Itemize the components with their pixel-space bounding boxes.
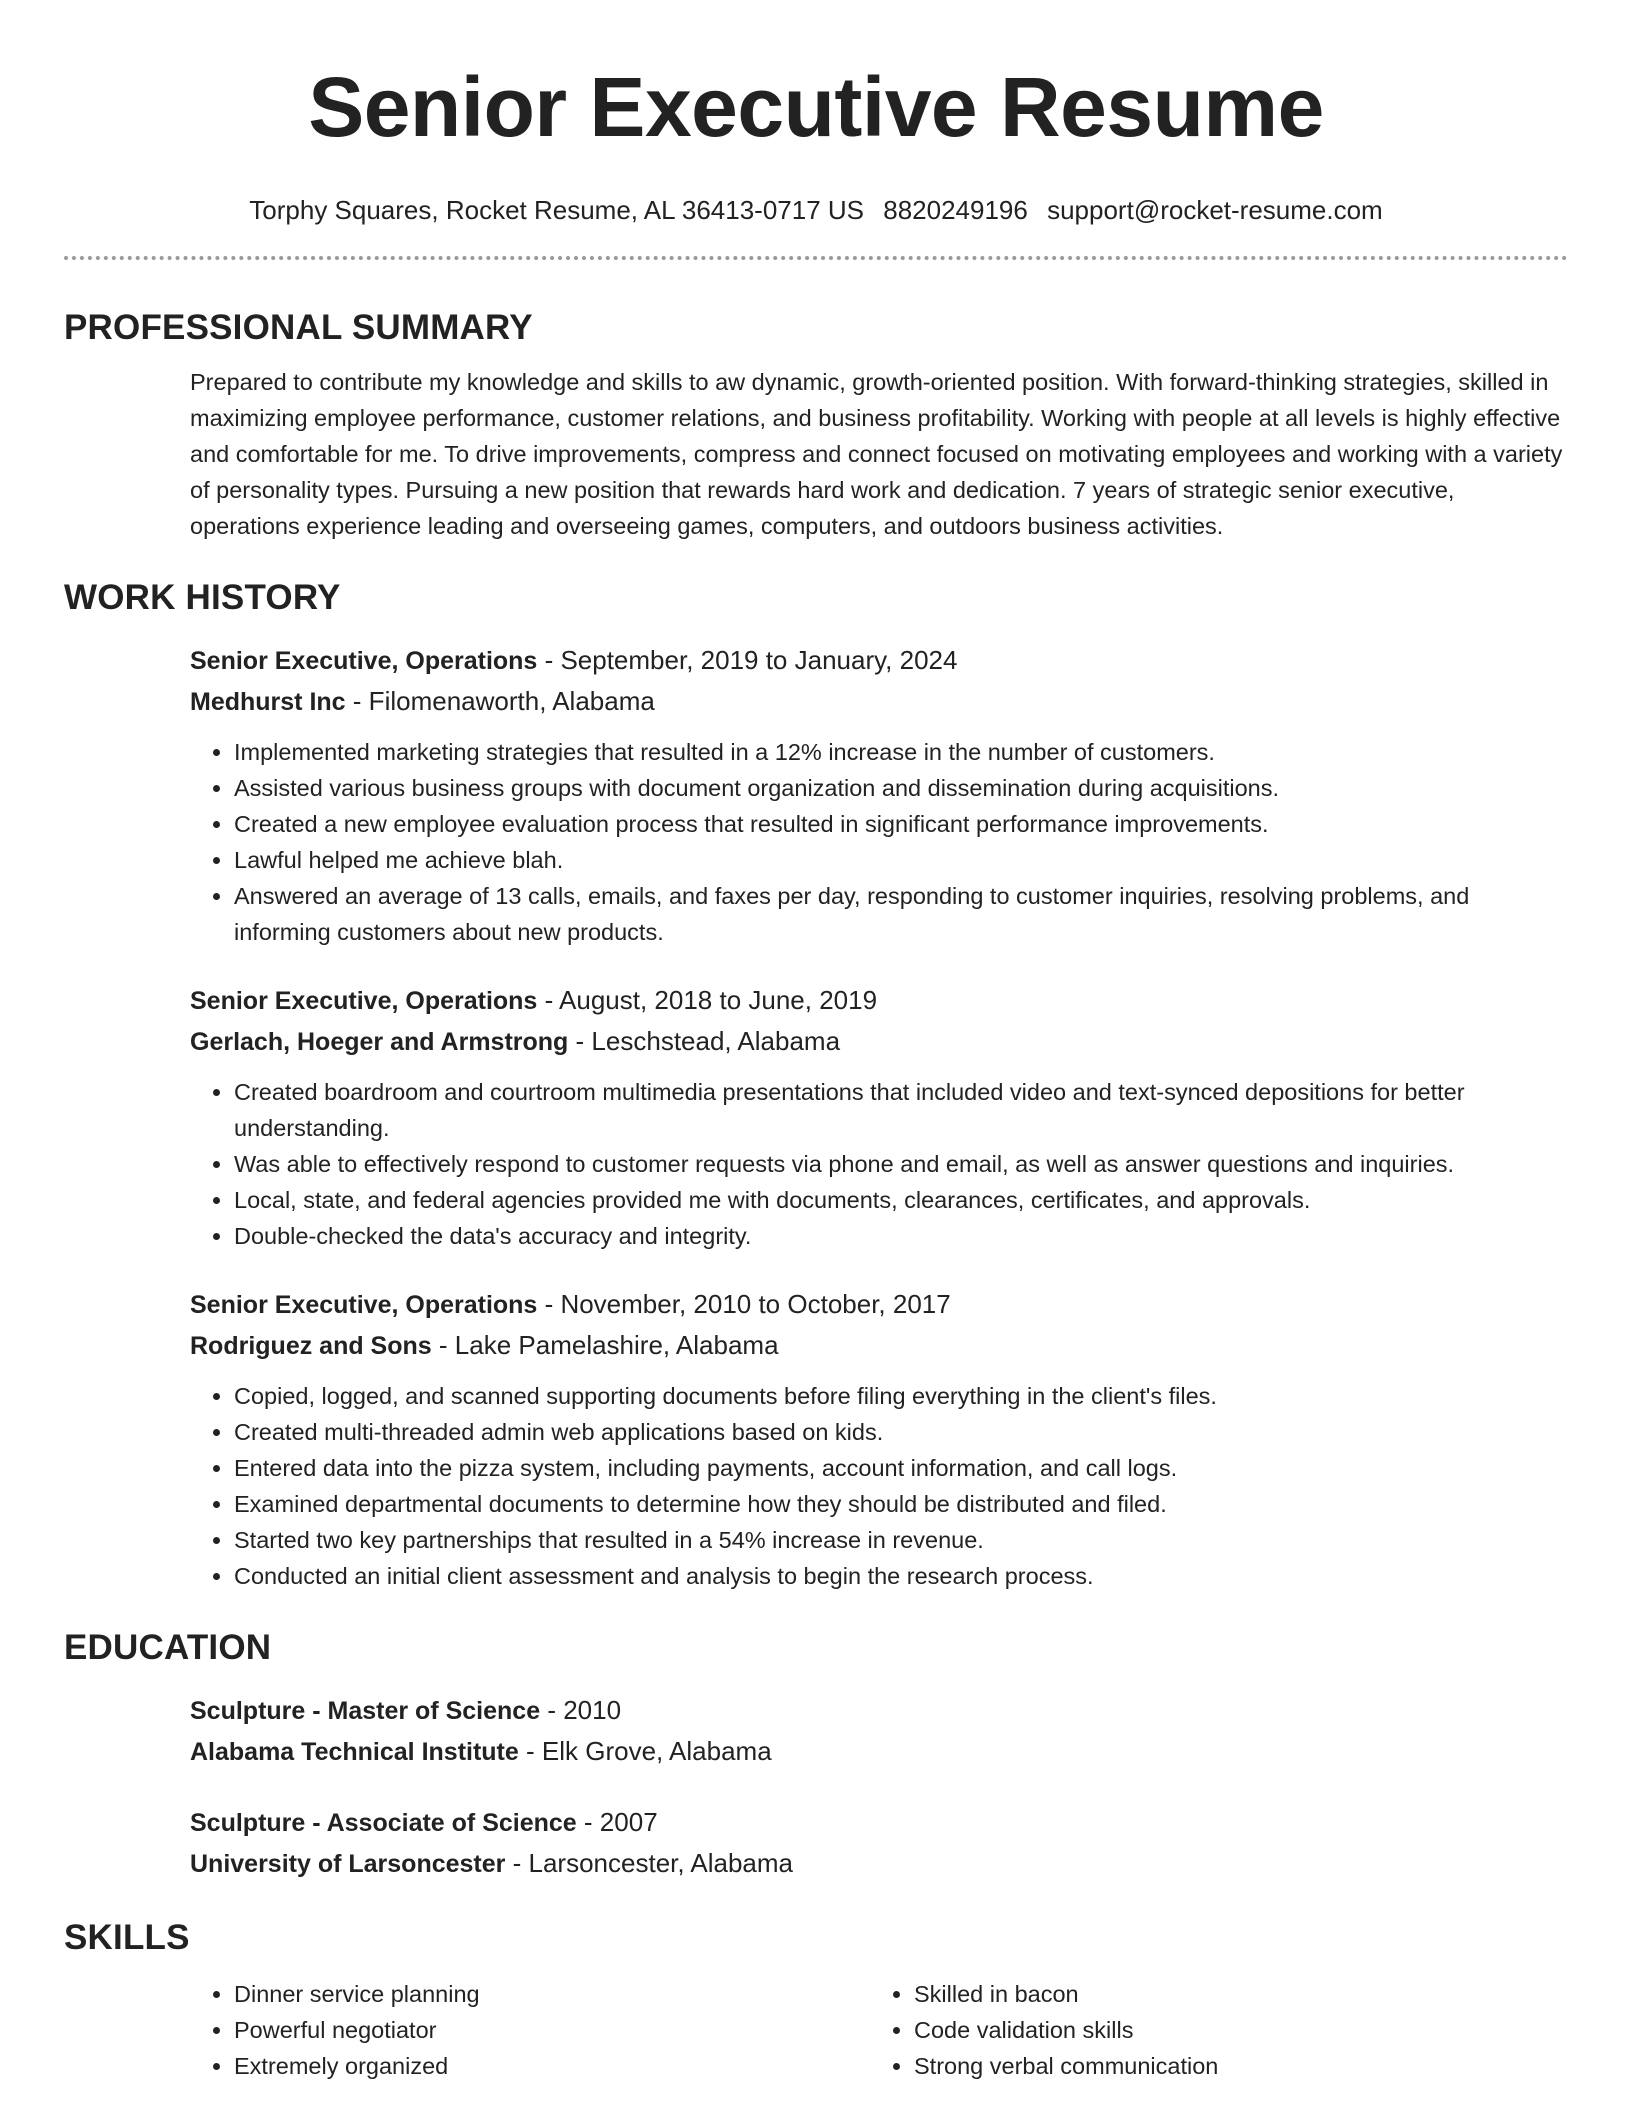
job-title: Senior Executive, Operations <box>190 647 538 675</box>
contact-line <box>64 192 1568 228</box>
list-item: • Conducted an initial client assessment and analysis to begin the research process. <box>234 1558 1568 1594</box>
degree-year: - 2010 <box>540 1695 622 1725</box>
list-item: • Extremely organized <box>234 2048 870 2084</box>
skills-list <box>870 1976 1550 2084</box>
school-location: - Larsoncester, Alabama <box>505 1848 794 1878</box>
job-company-line <box>190 1325 1568 1366</box>
job-company: Gerlach, Hoeger and Armstrong <box>190 1028 569 1056</box>
job-location: - Leschstead, Alabama <box>568 1026 841 1056</box>
education-section <box>64 1626 1568 1884</box>
skills-column-right <box>870 1976 1550 2084</box>
list-item: • Copied, logged, and scanned supporting documents before filing everything in the client's files. <box>234 1378 1568 1414</box>
job-title-line <box>190 1284 1568 1325</box>
list-item: • Lawful helped me achieve blah. <box>234 842 1568 878</box>
skills-list <box>190 1976 870 2084</box>
list-item: • Created multi-threaded admin web applications based on kids. <box>234 1414 1568 1450</box>
degree-year: - 2007 <box>576 1807 658 1837</box>
summary-heading: PROFESSIONAL SUMMARY <box>64 308 533 347</box>
school-line <box>190 1843 1568 1884</box>
job-location: - Lake Pamelashire, Alabama <box>431 1330 779 1360</box>
education-heading: EDUCATION <box>64 1628 272 1667</box>
summary-section <box>64 306 1568 544</box>
job-entry <box>190 1284 1568 1594</box>
list-item: • Strong verbal communication <box>914 2048 1550 2084</box>
job-company-line <box>190 681 1568 722</box>
job-company: Medhurst Inc <box>190 688 346 716</box>
degree-line <box>190 1690 1568 1731</box>
skills-section <box>64 1916 1568 2084</box>
job-bullets <box>190 1378 1568 1594</box>
degree: Sculpture - Master of Science <box>190 1697 541 1725</box>
work-history-heading: WORK HISTORY <box>64 578 341 617</box>
job-entry <box>190 640 1568 950</box>
education-entry <box>190 1802 1568 1884</box>
job-dates: - September, 2019 to January, 2024 <box>537 645 958 675</box>
resume-title: Senior Executive Resume <box>308 60 1324 154</box>
work-history-section <box>64 576 1568 1594</box>
list-item: • Assisted various business groups with document organization and dissemination during acquisitions. <box>234 770 1568 806</box>
skills-column-left <box>190 1976 870 2084</box>
skills-heading: SKILLS <box>64 1918 190 1957</box>
contact-address: Torphy Squares, Rocket Resume, AL 36413-0717 US <box>249 195 865 225</box>
list-item: • Examined departmental documents to determine how they should be distributed and filed. <box>234 1486 1568 1522</box>
job-bullets <box>190 734 1568 950</box>
job-title: Senior Executive, Operations <box>190 987 538 1015</box>
job-title: Senior Executive, Operations <box>190 1291 538 1319</box>
job-title-line <box>190 640 1568 681</box>
list-item: • Double-checked the data's accuracy and integrity. <box>234 1218 1568 1254</box>
job-bullets <box>190 1074 1568 1254</box>
list-item: • Started two key partnerships that resulted in a 54% increase in revenue. <box>234 1522 1568 1558</box>
list-item: • Skilled in bacon <box>914 1976 1550 2012</box>
skills-grid <box>190 1976 1568 2084</box>
list-item: • Created boardroom and courtroom multimedia presentations that included video and text-synced depositions for better understanding. <box>234 1074 1568 1146</box>
list-item: • Powerful negotiator <box>234 2012 870 2048</box>
school-location: - Elk Grove, Alabama <box>518 1736 772 1766</box>
school-line <box>190 1731 1568 1772</box>
job-company-line <box>190 1021 1568 1062</box>
list-item: • Answered an average of 13 calls, emails, and faxes per day, responding to customer inquiries, resolving problems, and informing customers about new products. <box>234 878 1568 950</box>
list-item: • Code validation skills <box>914 2012 1550 2048</box>
job-location: - Filomenaworth, Alabama <box>345 686 655 716</box>
list-item: • Entered data into the pizza system, including payments, account information, and call logs. <box>234 1450 1568 1486</box>
job-company: Rodriguez and Sons <box>190 1332 432 1360</box>
education-entry <box>190 1690 1568 1772</box>
degree-line <box>190 1802 1568 1843</box>
list-item: • Was able to effectively respond to customer requests via phone and email, as well as answer questions and inquiries. <box>234 1146 1568 1182</box>
job-dates: - August, 2018 to June, 2019 <box>537 985 878 1015</box>
contact-email: support@rocket-resume.com <box>1047 195 1383 225</box>
job-dates: - November, 2010 to October, 2017 <box>537 1289 951 1319</box>
contact-phone: 8820249196 <box>883 195 1028 225</box>
job-entry <box>190 980 1568 1254</box>
school: Alabama Technical Institute <box>190 1738 519 1766</box>
header-divider <box>64 256 1568 260</box>
list-item: • Local, state, and federal agencies provided me with documents, clearances, certificates, and approvals. <box>234 1182 1568 1218</box>
summary-text: Prepared to contribute my knowledge and skills to aw dynamic, growth-oriented position. With forward-thinking strategies, skilled in maximizing employee performance, customer relations, and business profitability. Working with people at all levels is highly effective and comfortable for me. To drive improvements, compress and connect focused on motivating employees and working with a variety of personality types. Pursuing a new position that rewards hard work and dedication. 7 years of strategic senior executive, operations experience leading and overseeing games, computers, and outdoors business activities. <box>190 369 1563 539</box>
job-title-line <box>190 980 1568 1021</box>
school: University of Larsoncester <box>190 1850 506 1878</box>
list-item: • Dinner service planning <box>234 1976 870 2012</box>
list-item: • Implemented marketing strategies that resulted in a 12% increase in the number of customers. <box>234 734 1568 770</box>
degree: Sculpture - Associate of Science <box>190 1809 577 1837</box>
list-item: • Created a new employee evaluation process that resulted in significant performance improvements. <box>234 806 1568 842</box>
